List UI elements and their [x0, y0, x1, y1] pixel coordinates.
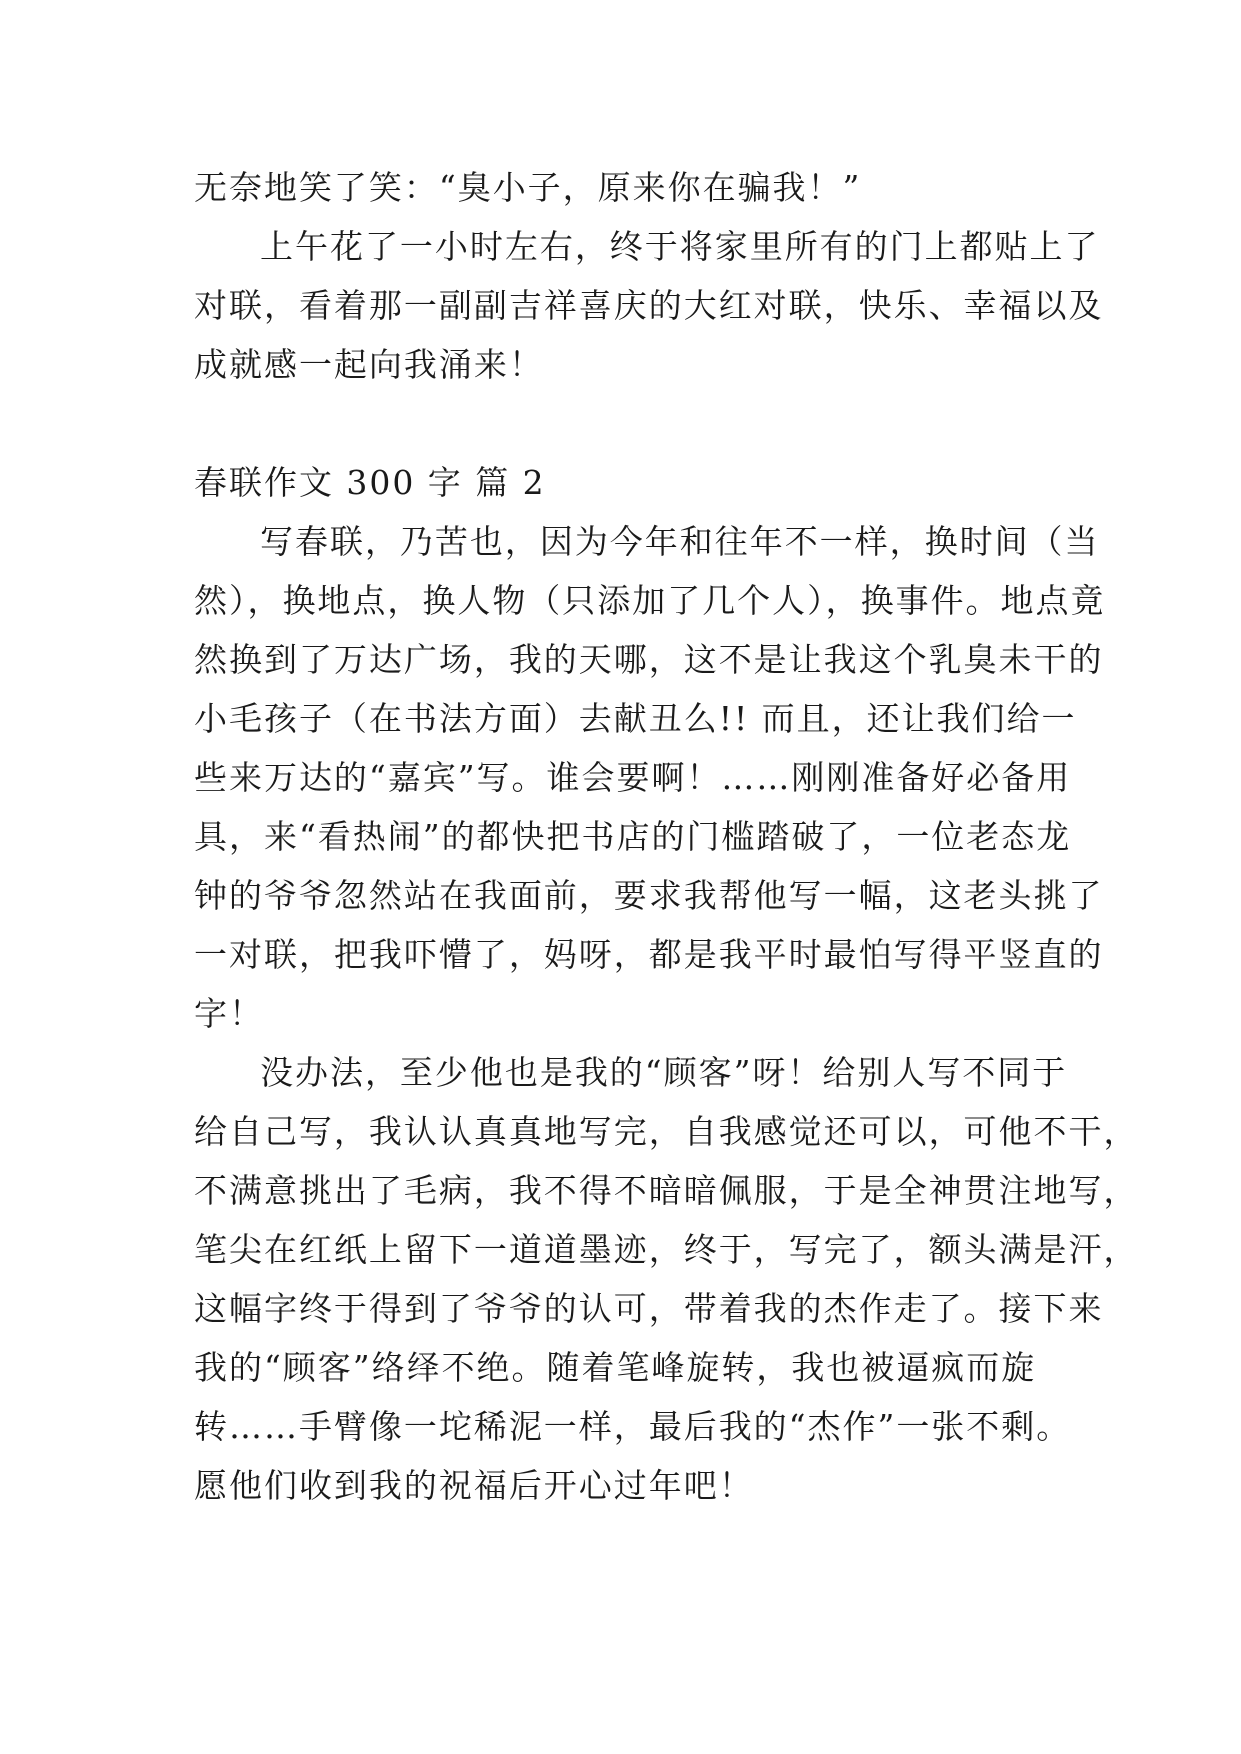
text-line: 给自己写，我认认真真地写完，自我感觉还可以，可他不干，	[194, 1112, 1139, 1151]
text-line: 愿他们收到我的祝福后开心过年吧！	[194, 1466, 754, 1505]
text-line: 写春联，乃苦也，因为今年和往年不一样，换时间（当	[260, 522, 1100, 561]
text-line: 没办法，至少他也是我的“顾客”呀！给别人写不同于	[260, 1053, 1068, 1092]
text-line: 上午花了一小时左右，终于将家里所有的门上都贴上了	[260, 227, 1100, 266]
text-line: 些来万达的“嘉宾”写。谁会要啊！……刚刚准备好必备用	[194, 758, 1072, 797]
text-line: 转……手臂像一坨稀泥一样，最后我的“杰作”一张不剩。	[194, 1407, 1072, 1446]
text-line: 不满意挑出了毛病，我不得不暗暗佩服，于是全神贯注地写，	[194, 1171, 1139, 1210]
text-line: 成就感一起向我涌来！	[194, 345, 544, 384]
text-line: 我的“顾客”络绎不绝。随着笔峰旋转，我也被逼疯而旋	[194, 1348, 1037, 1387]
text-line: 对联，看着那一副副吉祥喜庆的大红对联，快乐、幸福以及	[194, 286, 1104, 325]
text-line: 这幅字终于得到了爷爷的认可，带着我的杰作走了。接下来	[194, 1289, 1104, 1328]
document-body	[194, 158, 1139, 1515]
text-line: 然），换地点，换人物（只添加了几个人），换事件。地点竟	[194, 581, 1106, 620]
text-line: 钟的爷爷忽然站在我面前，要求我帮他写一幅，这老头挑了	[194, 876, 1104, 915]
text-line: 笔尖在红纸上留下一道道墨迹，终于，写完了，额头满是汗，	[194, 1230, 1139, 1269]
text-line: 字！	[194, 994, 264, 1033]
section-heading: 春联作文 300 字 篇 2	[194, 463, 546, 502]
text-line: 小毛孩子（在书法方面）去献丑么!! 而且，还让我们给一	[194, 699, 1077, 738]
text-line: 一对联，把我吓懵了，妈呀，都是我平时最怕写得平竖直的	[194, 935, 1104, 974]
text-line: 无奈地笑了笑：“臭小子，原来你在骗我！”	[194, 168, 862, 207]
text-line: 然换到了万达广场，我的天哪，这不是让我这个乳臭未干的	[194, 640, 1104, 679]
text-line: 具，来“看热闹”的都快把书店的门槛踏破了，一位老态龙	[194, 817, 1072, 856]
